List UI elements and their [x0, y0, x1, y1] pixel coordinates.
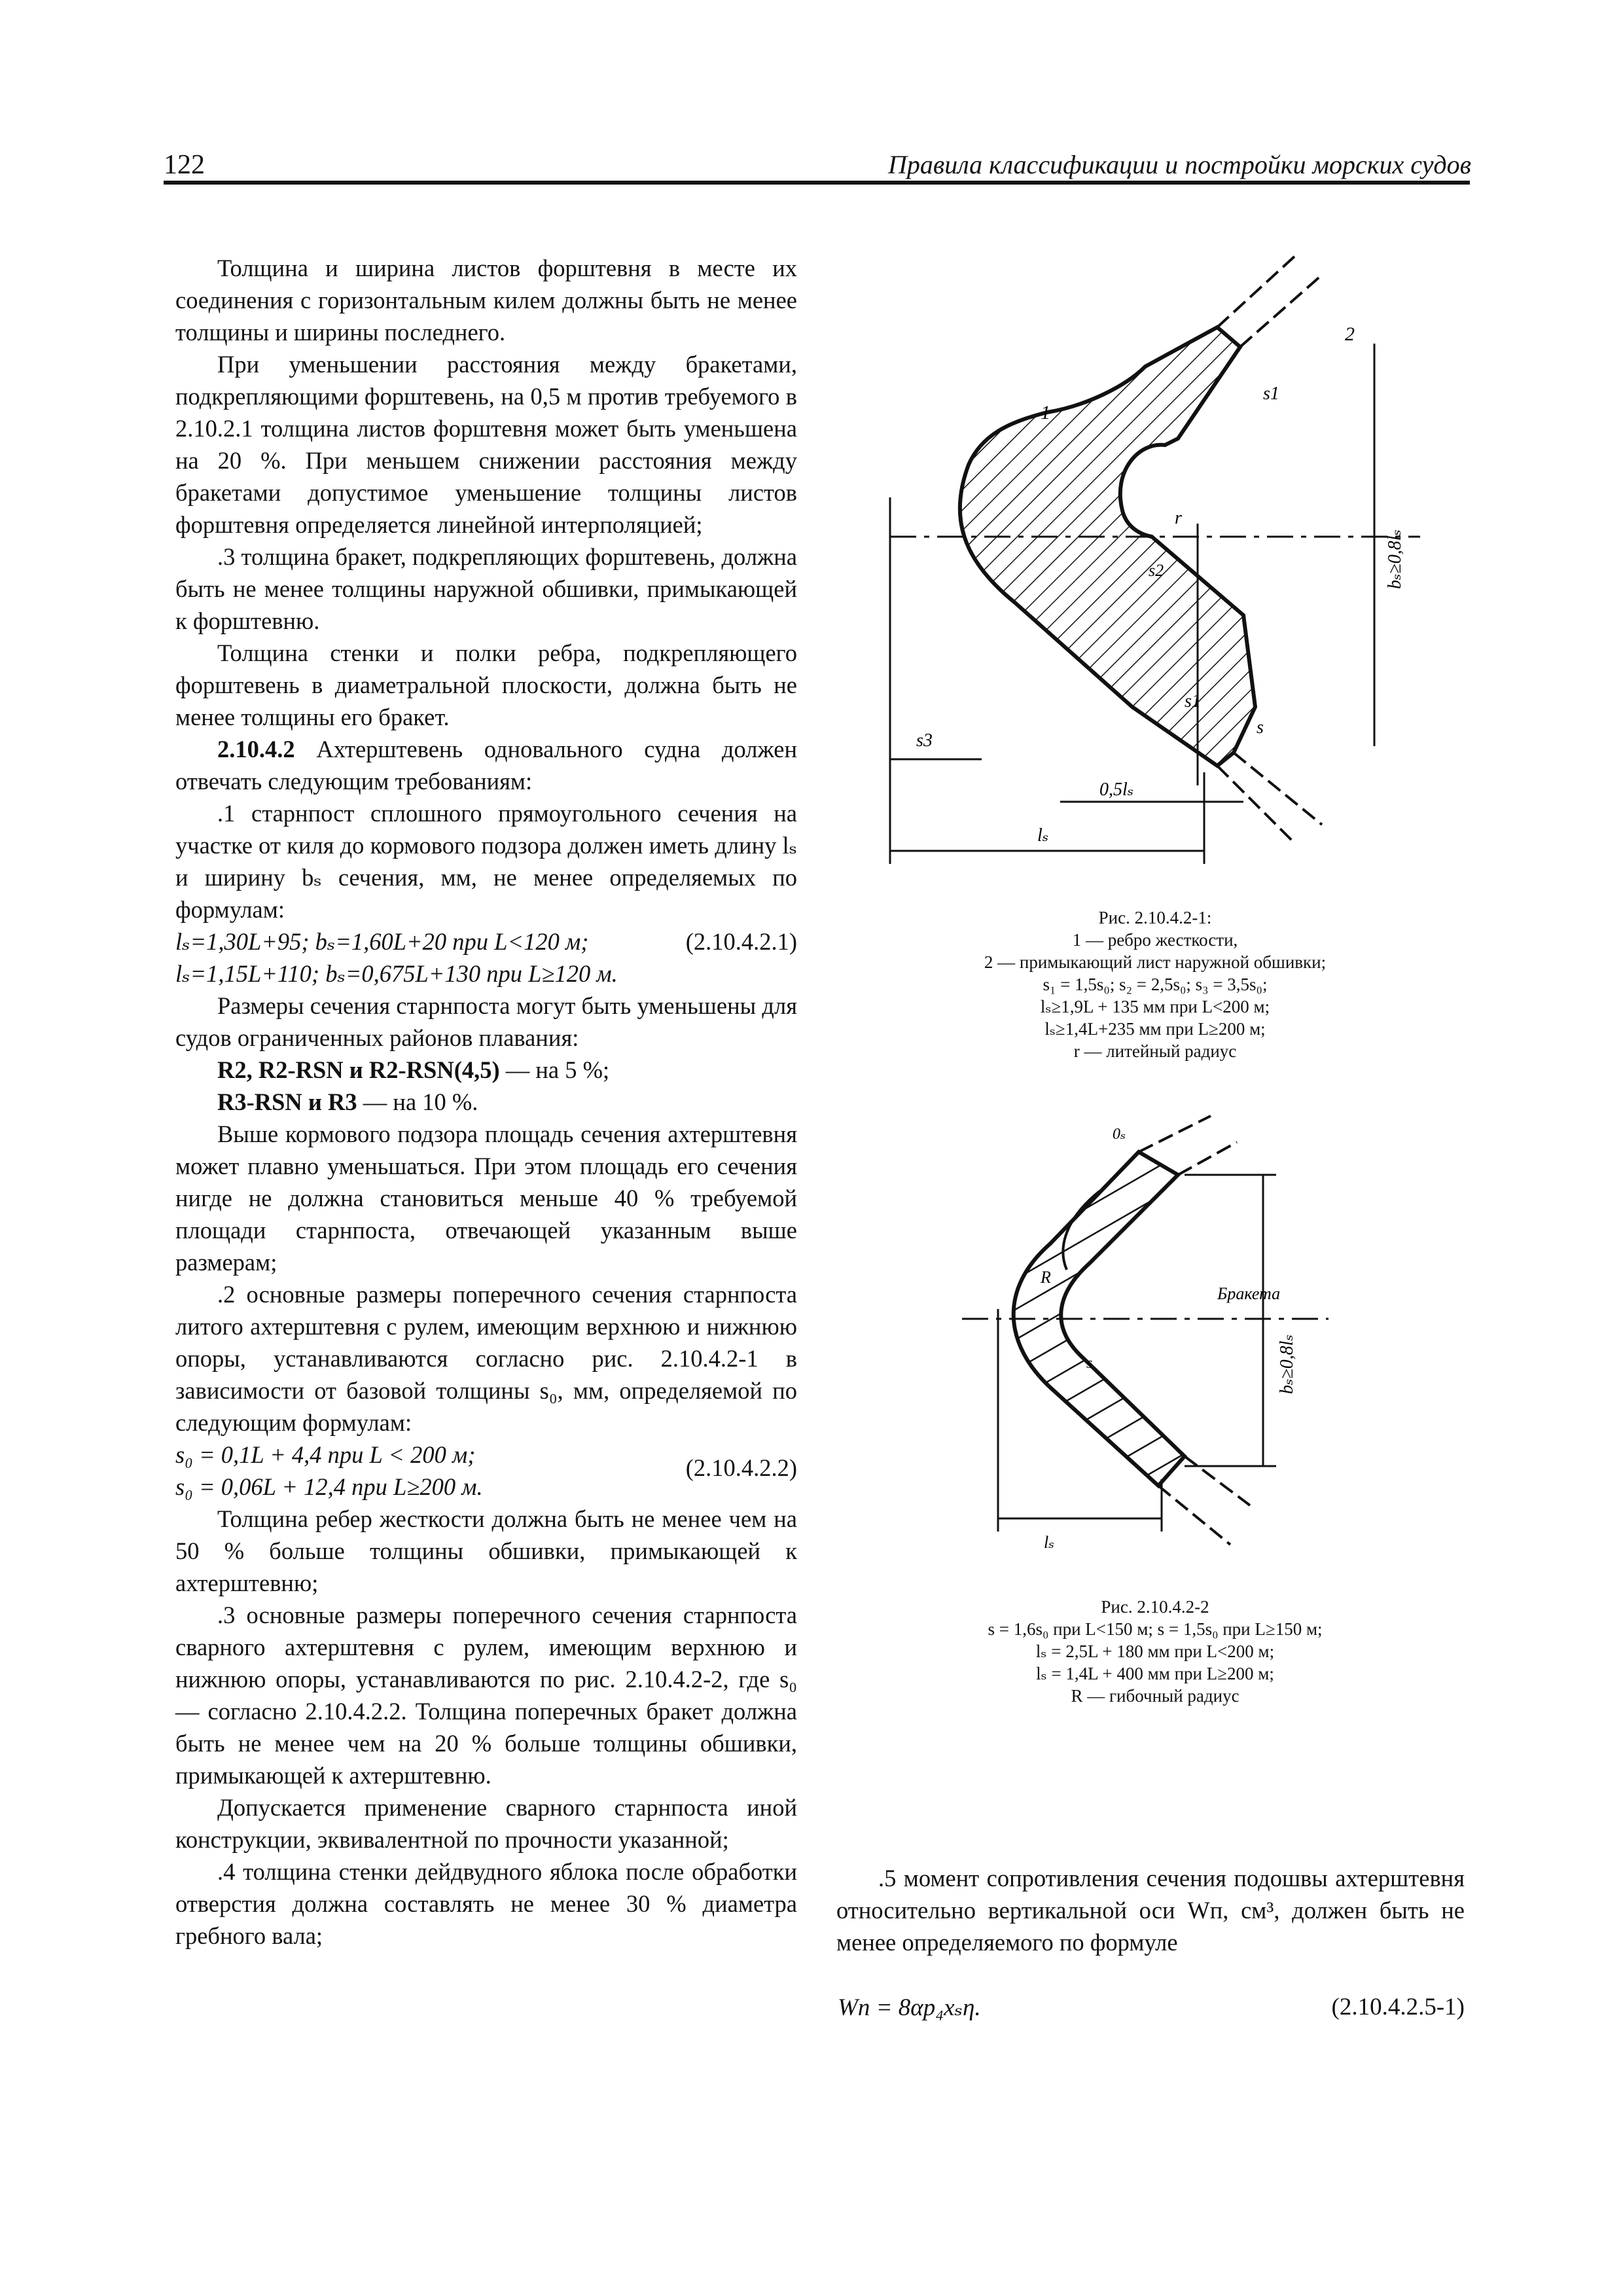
reduction-text: — на 5 %;	[499, 1056, 610, 1083]
caption-line: lₛ = 1,4L + 400 мм при L≥200 м;	[1036, 1664, 1274, 1683]
label-2: 2	[1345, 323, 1355, 345]
paragraph: Выше кормового подзора площадь сечения ахтерштевня может плавно уменьшаться. При этом площадь его сечения нигде не должна становиться меньше 40 % требуемой площади старнпоста, отвечающей указанным выше размерам;	[175, 1121, 797, 1276]
label-s1-lower: s1	[1185, 691, 1201, 711]
figure1-caption	[870, 906, 1440, 1062]
figure2-caption	[870, 1596, 1440, 1707]
formula-number: (2.10.4.2.5-1)	[1331, 1994, 1465, 2020]
caption-line: lₛ≥1,4L+235 мм при L≥200 м;	[1044, 1019, 1266, 1039]
right-column	[836, 1862, 1465, 1958]
caption-line: s₁ = 1,5s₀; s₂ = 2,5s₀; s₃ = 3,5s₀;	[1043, 975, 1268, 994]
caption-title: Рис. 2.10.4.2-1:	[1098, 908, 1212, 927]
label-l: lₛ	[1044, 1533, 1054, 1552]
outer-plating-top	[1217, 255, 1322, 347]
label-l: lₛ	[1037, 825, 1049, 846]
formula-text: s₀ = 0,1L + 4,4 при L < 200 м;	[175, 1441, 476, 1468]
formula-line: s₀ = 0,06L + 12,4 при L≥200 м.	[175, 1473, 483, 1500]
section-number: 2.10.4.2	[217, 736, 295, 762]
class-notation: R2, R2-RSN и R2-RSN(4,5)	[217, 1056, 500, 1083]
caption-line: s = 1,6s₀ при L<150 м; s = 1,5s₀ при L≥150 м;	[988, 1619, 1323, 1639]
label-half-l: 0,5lₛ	[1099, 780, 1134, 800]
caption-line: 2 — примыкающий лист наружной обшивки;	[984, 952, 1327, 972]
paragraph: При уменьшении расстояния между бракетами, подкрепляющими форштевень, на 0,5 м против требуемого в 2.10.2.1 толщина листов форштевня может быть уменьшена на 20 %. При меньшем снижении расстояния между бракетами допустимое уменьшение толщины листов форштевня определяется линейной интерполяцией;	[175, 351, 797, 538]
caption-line: lₛ≥1,9L + 135 мм при L<200 м;	[1040, 997, 1270, 1016]
label-R: R	[1041, 1268, 1051, 1287]
formula-text: lₛ=1,30L+95; bₛ=1,60L+20 при L<120 м;	[175, 928, 589, 955]
label-s: s	[1257, 717, 1264, 738]
paragraph: Толщина и ширина листов форштевня в месте их соединения с горизонтальным килем должны быть не менее толщины и ширины последнего.	[175, 255, 797, 346]
paragraph: Размеры сечения старнпоста могут быть уменьшены для судов ограниченных районов плавания:	[175, 992, 797, 1051]
paragraph	[175, 1054, 797, 1086]
caption-line: R — гибочный радиус	[1071, 1686, 1240, 1706]
paragraph: .3 толщина бракет, подкрепляющих форштевень, должна быть не менее толщины наружной обшивки, примыкающей к форштевню.	[175, 543, 797, 634]
paragraph	[175, 1086, 797, 1118]
reduction-text: — на 10 %.	[357, 1088, 478, 1115]
paragraph	[175, 733, 797, 797]
label-s1: s1	[1263, 384, 1279, 404]
section-hatched-body	[960, 327, 1255, 766]
paragraph: .1 старнпост сплошного прямоугольного сечения на участке от киля до кормового подзора должен иметь длину lₛ и ширину bₛ сечения, мм, не менее определяемых по формулам:	[175, 800, 797, 923]
figure-welded-sternpost	[936, 1113, 1342, 1584]
section-text: Ахтерштевень одновального судна должен отвечать следующим требованиям:	[175, 736, 797, 795]
header-rule	[164, 181, 1470, 185]
label-b: bₛ≥0,8lₛ	[1277, 1334, 1297, 1394]
class-notation: R3-RSN и R3	[217, 1088, 357, 1115]
formula-2-10-4-2-2	[175, 1439, 797, 1481]
formula-2-10-4-2-1	[175, 925, 797, 958]
page-number: 122	[164, 150, 205, 180]
running-title: Правила классификации и постройки морских судов	[887, 150, 1471, 179]
paragraph: .4 толщина стенки дейдвудного яблока после обработки отверстия должна составлять не менее 30 % диаметра гребного вала;	[175, 1858, 797, 1949]
formula-line: lₛ=1,15L+110; bₛ=0,675L+130 при L≥120 м.	[175, 960, 618, 987]
figure-cast-sternpost	[877, 249, 1440, 890]
formula-2-10-4-2-5-1: Wп = 8αp₄xₛη.	[838, 1994, 981, 2021]
left-column	[175, 252, 797, 1952]
formula-number: (2.10.4.2.1)	[685, 928, 797, 955]
label-s: s	[1086, 1355, 1093, 1372]
paragraph: .2 основные размеры поперечного сечения старнпоста литого ахтерштевня с рулем, имеющим верхнюю и нижнюю опоры, устанавливаются согласно рис. 2.10.4.2-1 в зависимости от базовой толщины s₀, мм, определяемой по следующим формулам:	[175, 1281, 797, 1436]
label-s3: s3	[916, 730, 933, 751]
paragraph: .5 момент сопротивления сечения подошвы ахтерштевня относительно вертикальной оси Wп, см³, должен быть не менее определяемого по формуле	[836, 1865, 1465, 1956]
caption-line: lₛ = 2,5L + 180 мм при L<200 м;	[1035, 1641, 1275, 1661]
caption-title: Рис. 2.10.4.2-2	[1101, 1597, 1209, 1617]
label-s-top: 0ₛ	[1113, 1126, 1126, 1143]
paragraph: Допускается применение сварного старнпоста иной конструкции, эквивалентной по прочности указанной;	[175, 1794, 797, 1853]
label-1: 1	[1041, 402, 1050, 423]
paragraph: Толщина стенки и полки ребра, подкрепляющего форштевень в диаметральной плоскости, должна быть не менее толщины его бракет.	[175, 639, 797, 730]
label-r: r	[1175, 508, 1182, 528]
caption-line: 1 — ребро жесткости,	[1072, 930, 1238, 950]
outer-plating-bottom	[1217, 753, 1322, 844]
label-b: bₛ≥0,8lₛ	[1385, 529, 1405, 589]
caption-line: r — литейный радиус	[1073, 1041, 1237, 1061]
formula-number: (2.10.4.2.2)	[685, 1454, 797, 1481]
label-bracket: Бракета	[1217, 1284, 1281, 1303]
paragraph: Толщина ребер жесткости должна быть не менее чем на 50 % больше толщины обшивки, примыкающей к ахтерштевню;	[175, 1505, 797, 1596]
label-s2: s2	[1149, 561, 1164, 580]
paragraph: .3 основные размеры поперечного сечения старнпоста сварного ахтерштевня с рулем, имеющим верхнюю и нижнюю опоры, устанавливаются по рис. 2.10.4.2-2, где s₀ — согласно 2.10.4.2.2. Толщина поперечных бракет должна быть не менее чем на 20 % больше толщины обшивки, примыкающей к ахтерштевню.	[175, 1602, 797, 1789]
